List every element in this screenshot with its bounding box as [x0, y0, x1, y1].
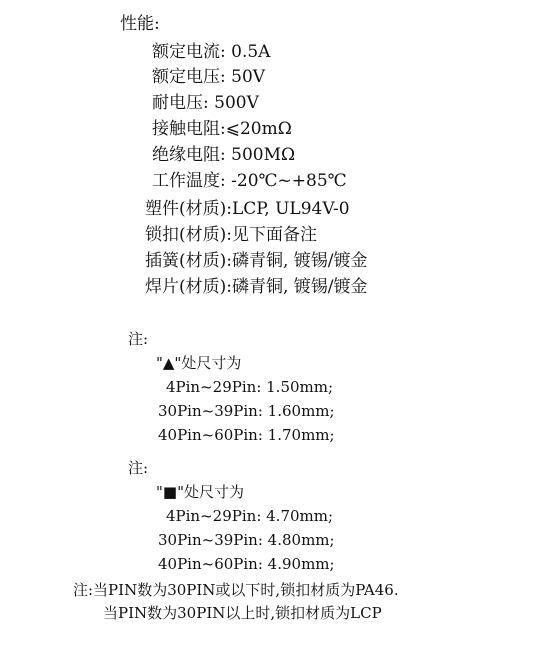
note2-row-value: : 4.80mm; — [257, 531, 335, 549]
insulation-resistance: 绝缘电阻: 500MΩ — [152, 145, 296, 165]
note2-row-prefix: 30Pin~39Pin — [158, 531, 258, 549]
note2-title: "■"处尺寸为 — [156, 483, 244, 501]
note1-row-value: : 1.70mm; — [257, 426, 335, 444]
note1-title: "▲"处尺寸为 — [156, 354, 242, 372]
lock-material: 锁扣(材质):见下面备注 — [145, 225, 317, 245]
note2-row — [158, 557, 335, 572]
note2-row-value: : 4.90mm; — [257, 555, 335, 573]
performance-heading: 性能: — [120, 14, 160, 34]
note1-row-prefix: 30Pin~39Pin — [158, 402, 258, 420]
rated-voltage: 额定电压: 50V — [152, 67, 266, 87]
plastic-material: 塑件(材质):LCP, UL94V-0 — [145, 199, 350, 219]
note2-row — [158, 533, 335, 548]
note1-row-prefix: 40Pin~60Pin — [158, 426, 258, 444]
note1-label: 注: — [128, 330, 149, 348]
note1-row-value: : 1.50mm; — [256, 378, 334, 396]
note1-row — [158, 404, 335, 419]
note1-row-prefix: 4Pin~29Pin — [166, 378, 257, 396]
note2-row-prefix: 40Pin~60Pin — [158, 555, 258, 573]
solder-tab-material: 焊片(材质):磷青铜, 镀锡/镀金 — [145, 277, 368, 297]
note2-row-value: : 4.70mm; — [256, 507, 334, 525]
withstand-voltage: 耐电压: 500V — [152, 93, 259, 113]
operating-temperature: 工作温度: -20℃~+85℃ — [152, 171, 347, 191]
note1-row — [166, 380, 333, 395]
note2-label: 注: — [128, 459, 149, 477]
note1-row-value: : 1.60mm; — [257, 402, 335, 420]
note2-row-prefix: 4Pin~29Pin — [166, 507, 257, 525]
footer-note-line2: 当PIN数为30PIN以上时,锁扣材质为LCP — [103, 604, 382, 622]
footer-note-line1: 注:当PIN数为30PIN或以下时,锁扣材质为PA46. — [73, 581, 399, 599]
note1-row — [158, 428, 335, 443]
rated-current: 额定电流: 0.5A — [152, 42, 271, 62]
contact-resistance: 接触电阻:⩽20mΩ — [152, 119, 292, 139]
note2-row — [166, 509, 333, 524]
spring-material: 插簧(材质):磷青铜, 镀锡/镀金 — [145, 251, 368, 271]
